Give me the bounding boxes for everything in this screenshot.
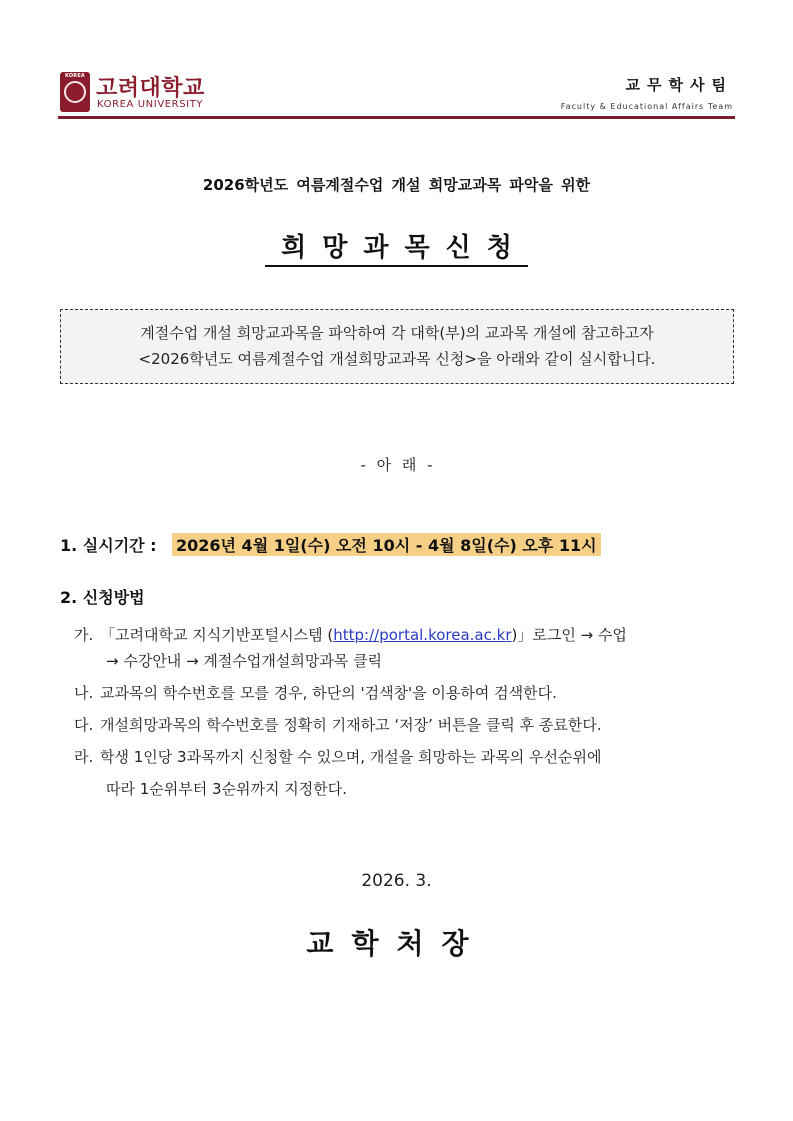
emblem-caption: KOREA — [64, 73, 86, 79]
intro-line-1: 계절수업 개설 희망교과목을 파악하여 각 대학(부)의 교과목 개설에 참고하고자 — [140, 324, 654, 342]
logo-korean-name: 고려대학교 — [96, 76, 205, 101]
team-name-english: Faculty & Educational Affairs Team — [560, 102, 733, 111]
item-ga-mark: 가. — [74, 626, 94, 644]
item-na-mark: 나. — [74, 684, 94, 702]
logo-english-name: KOREA UNIVERSITY — [97, 99, 204, 110]
item-ga-pre: 「고려대학교 지식기반포털시스템 ( — [100, 626, 334, 644]
section-2-label: 2. 신청방법 — [60, 588, 145, 607]
document-subtitle: 2026학년도 여름계절수업 개설 희망교과목 파악을 위한 — [202, 176, 591, 194]
item-ra-mark: 라. — [74, 748, 94, 766]
section-marker-arae: - 아 래 - — [360, 456, 433, 474]
application-period: 2026년 4월 1일(수) 오전 10시 - 4월 8일(수) 오후 11시 — [172, 533, 601, 556]
item-na-text: 교과목의 학수번호를 모를 경우, 하단의 '검색창'을 이용하여 검색한다. — [100, 684, 557, 702]
item-ga-post: )」로그인 → 수업 — [511, 626, 627, 644]
item-ra-line-1: 학생 1인당 3과목까지 신청할 수 있으며, 개설을 희망하는 과목의 우선순위에 — [100, 748, 602, 766]
team-name-korean: 교무학사팀 — [625, 76, 733, 94]
item-ga-line-2: → 수강안내 → 계절수업개설희망과목 클릭 — [106, 652, 383, 670]
item-ga-line-1 — [100, 624, 627, 645]
korea-university-emblem-icon — [60, 72, 90, 112]
intro-line-2: <2026학년도 여름계절수업 개설희망교과목 신청>을 아래와 같이 실시합니다. — [138, 350, 656, 368]
item-ra-line-2: 따라 1순위부터 3순위까지 지정한다. — [106, 780, 348, 798]
document-title — [0, 227, 793, 264]
document-date: 2026. 3. — [361, 871, 432, 891]
item-da-mark: 다. — [74, 716, 94, 734]
portal-link[interactable]: http://portal.korea.ac.kr — [333, 626, 512, 644]
emblem-tiger-shield — [64, 81, 86, 103]
signer-title: 교학처장 — [306, 927, 487, 960]
document-title-text: 희망과목신청 — [265, 233, 528, 267]
item-da-text: 개설희망과목의 학수번호를 정확히 기재하고 ‘저장’ 버튼을 클릭 후 종료한다. — [100, 716, 602, 734]
header-divider — [58, 116, 735, 119]
section-1-label: 1. 실시기간 : — [60, 536, 157, 555]
intro-box — [60, 309, 734, 384]
